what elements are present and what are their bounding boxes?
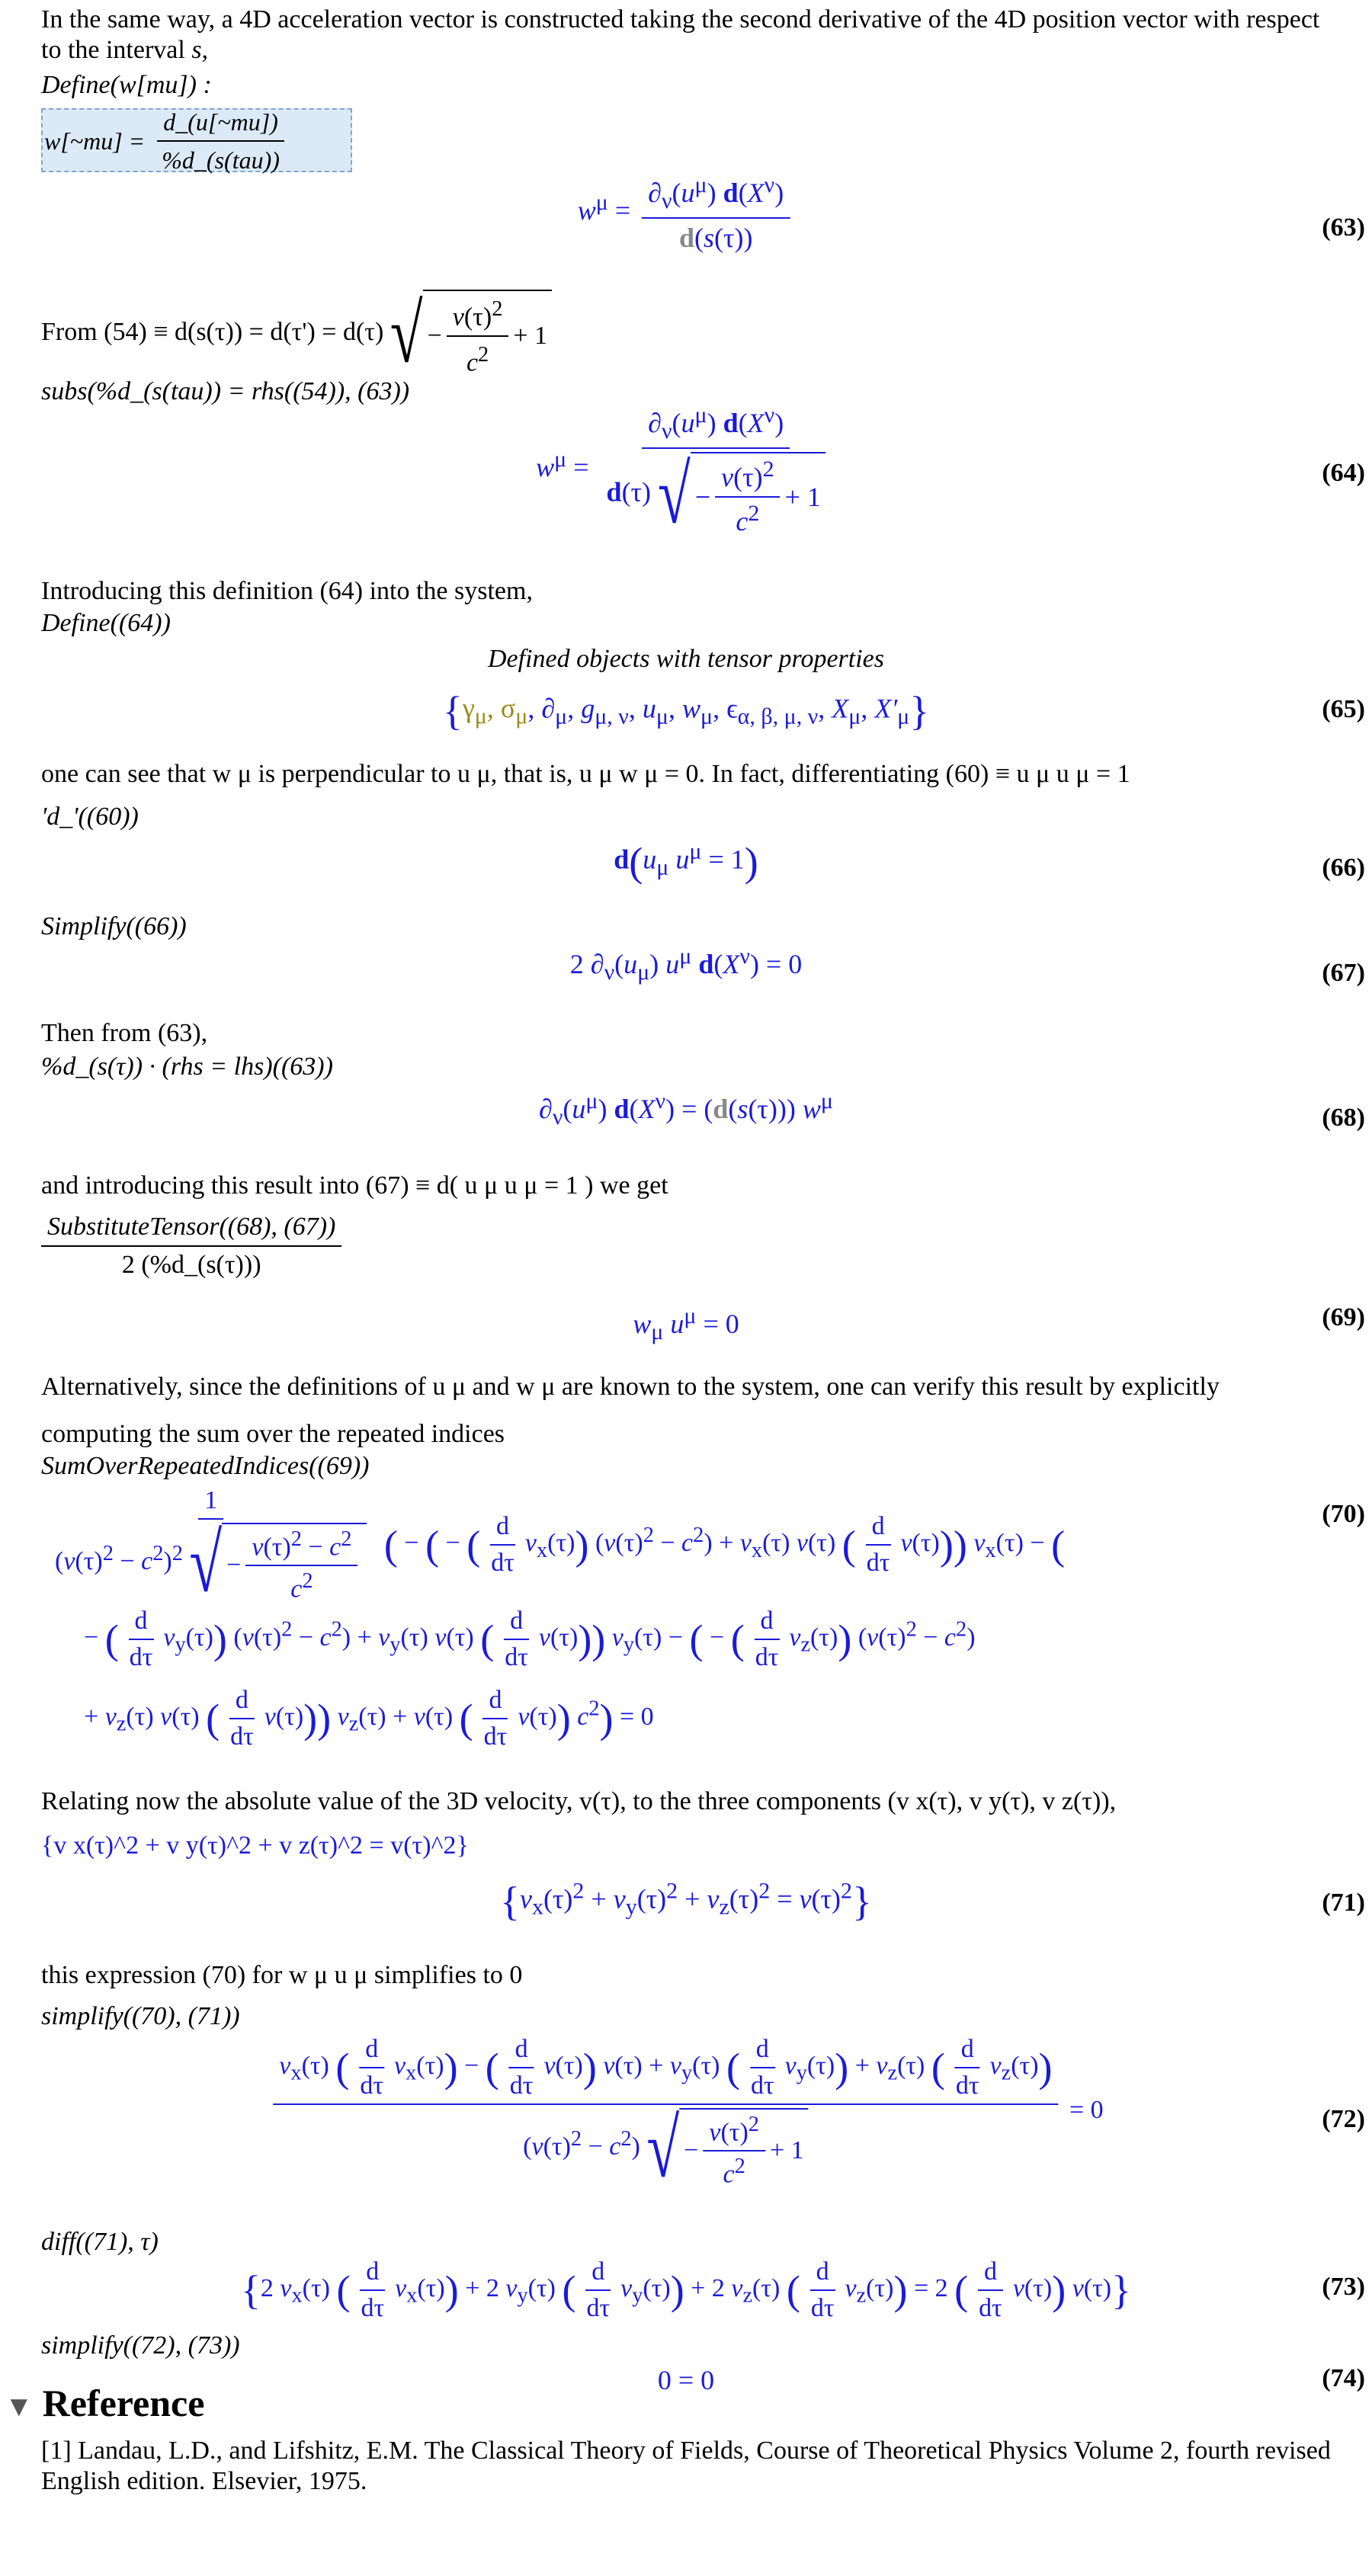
simplify66-command[interactable]: Simplify((66)) bbox=[41, 912, 187, 940]
from54-sqrt: √ − $\frac{v(\tau)^2}{c^2}$ + 1 bbox=[390, 290, 552, 379]
computing-paragraph: computing the sum over the repeated indices bbox=[41, 1420, 505, 1448]
intro-tail: s, bbox=[191, 36, 209, 64]
label-72: (72) bbox=[1322, 2105, 1365, 2133]
substitute-command[interactable] bbox=[41, 1212, 341, 1280]
label-65: (65) bbox=[1322, 695, 1365, 723]
d60-command[interactable]: 'd_'((60)) bbox=[41, 803, 139, 831]
relating-input[interactable]: {v x(τ)^2 + v y(τ)^2 + v z(τ)^2 = v(τ)^2} bbox=[41, 1831, 469, 1860]
label-66: (66) bbox=[1322, 854, 1365, 882]
label-67: (67) bbox=[1322, 959, 1365, 987]
intro-paragraph bbox=[41, 5, 1337, 66]
label-70: (70) bbox=[1322, 1500, 1365, 1528]
define64-command[interactable]: Define((64)) bbox=[41, 609, 171, 637]
equation-71: $\{v_x(\tau)^2 + v_y(\tau)^2 + v_z(\tau)^2 = v(\tau)^2\}$ bbox=[500, 1878, 872, 1924]
rhslhs-command[interactable]: %d_(s(τ)) · (rhs = lhs)((63)) bbox=[41, 1053, 333, 1081]
equation-66: $d(u_\mu$ $u^\mu = 1$) bbox=[614, 838, 758, 885]
equation-70: 1 $(v(\tau)^2 - c^2)^2$ √ − $\frac{v(\tau)^2 - c^2}{c^2}$ ( − ( − ( $\frac{d}{d\tau}$ $v_x(\tau)$) $(v(\tau)^2 - c^2) + v_x(\tau)$ v(τ) ( $\frac{d}{d\tau}$ v(τ))) $v_x(\tau)$ − ( bbox=[55, 1486, 1066, 1610]
perpendicular-paragraph: one can see that w μ is perpendicular to u μ, that is, u μ w μ = 0. In fact, differentiating (60) ≡ u μ u μ = 1 bbox=[41, 760, 1130, 788]
label-74: (74) bbox=[1322, 2364, 1365, 2392]
label-69: (69) bbox=[1322, 1303, 1365, 1331]
label-73: (73) bbox=[1322, 2273, 1365, 2301]
define-w-command[interactable]: Define(w[mu]) : bbox=[41, 71, 212, 99]
equation-68: $\partial_\nu(u^\mu) d(X^\nu) = (d(s(\tau)))$ $w^\mu$ bbox=[539, 1088, 833, 1130]
relating-paragraph: Relating now the absolute value of the 3D velocity, v(τ), to the three components (v x(τ), v y(τ), v z(τ)), bbox=[41, 1787, 1117, 1815]
equation-69: $w_\mu$ $u^\mu = 0$ bbox=[633, 1303, 739, 1345]
label-71: (71) bbox=[1322, 1889, 1365, 1917]
equation-70-line3: + $v_z(\tau)$ v(τ) ( $\frac{d}{d\tau}$ v(τ))) $v_z(\tau) + v(\tau)$ ( $\frac{d}{d\tau}$ v(τ)) $c^2) = 0$ bbox=[84, 1686, 654, 1751]
equation-65: {$\gamma_\mu$, $\sigma_\mu$, $\partial_\mu$, $g_{\mu, \nu}$, $u_\mu$, $w_\mu$, $\epsilon_{\alpha, \beta, \mu, \nu}$, $X_\mu$, $X'_\mu$} bbox=[442, 688, 930, 734]
intro-text: In the same way, a 4D acceleration vector is constructed taking the second derivative of the 4D position vector with respect to the interval bbox=[41, 5, 1320, 64]
reference-section-toggle[interactable] bbox=[5, 2381, 204, 2425]
equation-74: 0 = 0 bbox=[657, 2365, 715, 2395]
label-64: (64) bbox=[1322, 459, 1365, 487]
subs-command[interactable]: subs(%d_(s(tau)) = rhs((54)), (63)) bbox=[41, 377, 410, 405]
introducing-paragraph: Introducing this definition (64) into the system, bbox=[41, 577, 533, 605]
reference-heading: Reference bbox=[42, 2382, 205, 2424]
collapse-triangle-icon[interactable]: ▼ bbox=[5, 2391, 34, 2423]
input-w-text: w[~mu] = $\frac{d\_(u[\sim mu])}{\text{\%d\_(s(tau))}}$ bbox=[44, 107, 290, 175]
from54-paragraph bbox=[41, 287, 552, 380]
defined-caption: Defined objects with tensor properties bbox=[487, 645, 885, 673]
label-68: (68) bbox=[1322, 1104, 1365, 1132]
equation-63: $w^\mu$ = $\frac{\partial_\nu(u^\mu) d(X^\nu)}{d(s(\tau))}$ bbox=[578, 172, 795, 254]
substitute-denominator: 2 (%d_(s(τ))) bbox=[121, 1251, 261, 1279]
equation-73: {2 $v_x(\tau)$ ( $\frac{d}{d\tau}$ $v_x(\tau)) + 2$ $v_y(\tau)$ ( $\frac{d}{d\tau}$ $v_y(\tau)) + 2$ $v_z(\tau)$ ( $\frac{d}{d\tau}$ $v_z(\tau)) = 2$ ( $\frac{d}{d\tau}$ v(τ)) v(τ)} bbox=[240, 2257, 1132, 2322]
substitute-numerator: SubstituteTensor((68), (67)) bbox=[41, 1212, 341, 1247]
simplify-70-71-command[interactable]: simplify((70), (71)) bbox=[41, 2002, 240, 2030]
simplify-72-73-command[interactable]: simplify((72), (73)) bbox=[41, 2331, 240, 2360]
introducing-result-paragraph: and introducing this result into (67) ≡ d( u μ u μ = 1 ) we get bbox=[41, 1171, 668, 1200]
then63-paragraph: Then from (63), bbox=[41, 1019, 208, 1047]
sum-command[interactable]: SumOverRepeatedIndices((69)) bbox=[41, 1452, 370, 1480]
diff-command[interactable]: diff((71), τ) bbox=[41, 2228, 159, 2256]
from54-text: From (54) ≡ d(s(τ)) = d(τ') = d(τ) bbox=[41, 318, 384, 347]
equation-72: $v_x(\tau)$ ( $\frac{d}{d\tau}$ $v_x(\tau)$) − ( $\frac{d}{d\tau}$ v(τ)) $v(\tau) + v_y(\tau)$ ( $\frac{d}{d\tau}$ $v_y(\tau)) + v_z(\tau)$ ( $\frac{d}{d\tau}$ $v_z(\tau)$) $(v(\tau)^2 - c^2)$ √ − $\frac{v(\tau)^2}{c^2}$ + 1 = 0 bbox=[268, 2035, 1103, 2190]
label-63: (63) bbox=[1322, 213, 1365, 242]
alternatively-paragraph: Alternatively, since the definitions of u μ and w μ are known to the system, one can verify this result by explicitly bbox=[41, 1373, 1220, 1401]
equation-67: 2 $\partial_\nu(u_\mu)$ $u^\mu$ $d(X^\nu) = 0$ bbox=[569, 944, 803, 985]
equation-70-line2: − ( $\frac{d}{d\tau}$ $v_y(\tau)$) $(v(\tau)^2 - c^2) + v_y(\tau)$ v(τ) ( $\frac{d}{d\tau}$ v(τ))) $v_y(\tau)$ − ( − ( $\frac{d}{d\tau}$ $v_z(\tau)$) $(v(\tau)^2 - c^2)$ bbox=[84, 1607, 976, 1671]
equation-64: $w^\mu$ = $\partial_\nu(u^\mu)$ $d(X^\nu)$ d(τ) √ − $\frac{v(\tau)^2}{c^2}$ + 1 bbox=[536, 402, 836, 537]
reference-text: [1] Landau, L.D., and Lifshitz, E.M. The Classical Theory of Fields, Course of Theoretical Physics Volume 2, fourth revised English edition. Elsevier, 1975. bbox=[41, 2437, 1331, 2495]
this-expression-paragraph: this expression (70) for w μ u μ simplifies to 0 bbox=[41, 1961, 523, 1989]
